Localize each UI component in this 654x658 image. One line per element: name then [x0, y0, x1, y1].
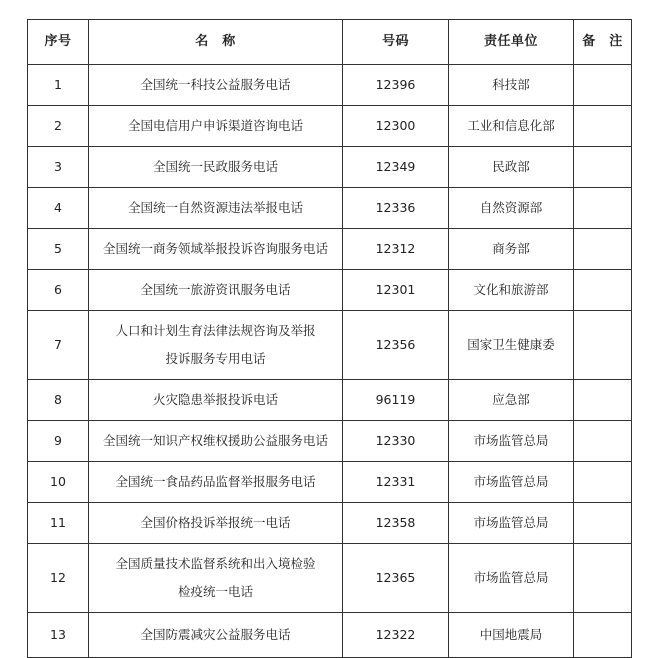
- hotline-table: [27, 19, 632, 658]
- table-row: [28, 544, 632, 613]
- cell-index: 2: [28, 106, 89, 147]
- cell-unit: 国家卫生健康委: [449, 311, 574, 380]
- cell-unit: 文化和旅游部: [449, 270, 574, 311]
- table-row: [28, 106, 632, 147]
- cell-name: 全国统一民政服务电话: [89, 147, 343, 188]
- cell-number: 12301: [343, 270, 449, 311]
- cell-index: 9: [28, 421, 89, 462]
- table-row: [28, 462, 632, 503]
- cell-name: 全国防震减灾公益服务电话: [89, 613, 343, 658]
- cell-unit: 中国地震局: [449, 613, 574, 658]
- hotline-table-container: [27, 19, 631, 658]
- cell-unit: 自然资源部: [449, 188, 574, 229]
- cell-number: 12349: [343, 147, 449, 188]
- cell-note: [574, 462, 632, 503]
- cell-index: 1: [28, 65, 89, 106]
- cell-note: [574, 188, 632, 229]
- cell-number: 12356: [343, 311, 449, 380]
- cell-note: [574, 270, 632, 311]
- cell-number: 12300: [343, 106, 449, 147]
- cell-note: [574, 380, 632, 421]
- table-row: [28, 229, 632, 270]
- cell-name: 全国统一知识产权维权援助公益服务电话: [89, 421, 343, 462]
- table-row: [28, 147, 632, 188]
- header-note: 备 注: [574, 20, 632, 65]
- cell-name-line-2: 投诉服务专用电话: [165, 351, 266, 366]
- cell-name: [89, 544, 343, 613]
- cell-note: [574, 147, 632, 188]
- cell-unit: 市场监管总局: [449, 421, 574, 462]
- cell-number: 12322: [343, 613, 449, 658]
- cell-name: 全国统一科技公益服务电话: [89, 65, 343, 106]
- header-name: 名 称: [89, 20, 343, 65]
- cell-number: 12336: [343, 188, 449, 229]
- cell-note: [574, 229, 632, 270]
- cell-index: 8: [28, 380, 89, 421]
- cell-note: [574, 503, 632, 544]
- cell-note: [574, 544, 632, 613]
- cell-unit: 科技部: [449, 65, 574, 106]
- cell-name-line-1: 全国质量技术监督系统和出入境检验: [115, 556, 316, 571]
- cell-unit: 市场监管总局: [449, 544, 574, 613]
- table-header-row: [28, 20, 632, 65]
- table-row: [28, 421, 632, 462]
- cell-index: 6: [28, 270, 89, 311]
- cell-number: 12365: [343, 544, 449, 613]
- cell-index: 12: [28, 544, 89, 613]
- cell-note: [574, 311, 632, 380]
- cell-index: 4: [28, 188, 89, 229]
- cell-index: 3: [28, 147, 89, 188]
- cell-note: [574, 106, 632, 147]
- cell-number: 96119: [343, 380, 449, 421]
- cell-name: 全国统一食品药品监督举报服务电话: [89, 462, 343, 503]
- cell-name: 全国统一商务领域举报投诉咨询服务电话: [89, 229, 343, 270]
- cell-number: 12396: [343, 65, 449, 106]
- cell-number: 12330: [343, 421, 449, 462]
- cell-number: 12312: [343, 229, 449, 270]
- cell-note: [574, 65, 632, 106]
- cell-name-line-2: 检疫统一电话: [177, 584, 253, 599]
- cell-name: 全国电信用户申诉渠道咨询电话: [89, 106, 343, 147]
- cell-unit: 市场监管总局: [449, 462, 574, 503]
- cell-name: 全国价格投诉举报统一电话: [89, 503, 343, 544]
- header-number: 号码: [343, 20, 449, 65]
- cell-index: 7: [28, 311, 89, 380]
- table-row: [28, 311, 632, 380]
- table-row: [28, 65, 632, 106]
- cell-name: 全国统一自然资源违法举报电话: [89, 188, 343, 229]
- cell-name: 全国统一旅游资讯服务电话: [89, 270, 343, 311]
- cell-number: 12358: [343, 503, 449, 544]
- cell-note: [574, 613, 632, 658]
- table-row: [28, 188, 632, 229]
- table-row: [28, 380, 632, 421]
- cell-index: 13: [28, 613, 89, 658]
- cell-name: [89, 311, 343, 380]
- header-unit: 责任单位: [449, 20, 574, 65]
- cell-index: 10: [28, 462, 89, 503]
- cell-name-line-1: 人口和计划生育法律法规咨询及举报: [115, 323, 316, 338]
- cell-unit: 商务部: [449, 229, 574, 270]
- cell-unit: 工业和信息化部: [449, 106, 574, 147]
- cell-unit: 应急部: [449, 380, 574, 421]
- cell-index: 5: [28, 229, 89, 270]
- table-row: [28, 613, 632, 658]
- cell-number: 12331: [343, 462, 449, 503]
- cell-index: 11: [28, 503, 89, 544]
- cell-name: 火灾隐患举报投诉电话: [89, 380, 343, 421]
- table-row: [28, 503, 632, 544]
- cell-unit: 民政部: [449, 147, 574, 188]
- cell-note: [574, 421, 632, 462]
- cell-unit: 市场监管总局: [449, 503, 574, 544]
- table-row: [28, 270, 632, 311]
- header-index: 序号: [28, 20, 89, 65]
